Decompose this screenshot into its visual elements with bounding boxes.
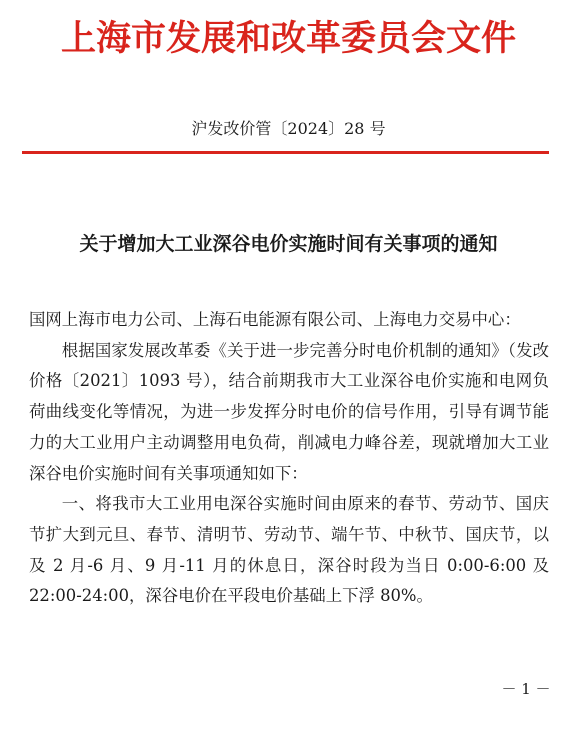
page-number: － 1 － bbox=[501, 680, 551, 698]
body-paragraph-item-1: 一、将我市大工业用电深谷实施时间由原来的春节、劳动节、国庆节扩大到元旦、春节、清明节、劳动节、端午节、中秋节、国庆节，以及 2 月-6 月、9 月-11 月的休息日，深谷时段为当日 0:00-6:00 及 22:00-24:00，深谷电价在平段电价基础上下浮 80%。 bbox=[29, 494, 549, 606]
notice-title: 关于增加大工业深谷电价实施时间有关事项的通知 bbox=[79, 233, 498, 255]
red-divider-line bbox=[22, 151, 549, 154]
issuer-masthead: 上海市发展和改革委员会文件 bbox=[60, 19, 516, 59]
body-paragraph-intro: 根据国家发展改革委《关于进一步完善分时电价机制的通知》（发改价格〔2021〕1093 号），结合前期我市大工业深谷电价实施和电网负荷曲线变化等情况，为进一步发挥分时电价的信号作用，引导有调节能力的大工业用户主动调整用电负荷，削减电力峰谷差，现就增加大工业深谷电价实施时间有关事项通知如下： bbox=[29, 340, 549, 483]
document-body bbox=[29, 305, 549, 612]
addressee-line: 国网上海市电力公司、上海石电能源有限公司、上海电力交易中心： bbox=[29, 310, 521, 329]
document-number: 沪发改价管〔2024〕28 号 bbox=[191, 119, 386, 138]
